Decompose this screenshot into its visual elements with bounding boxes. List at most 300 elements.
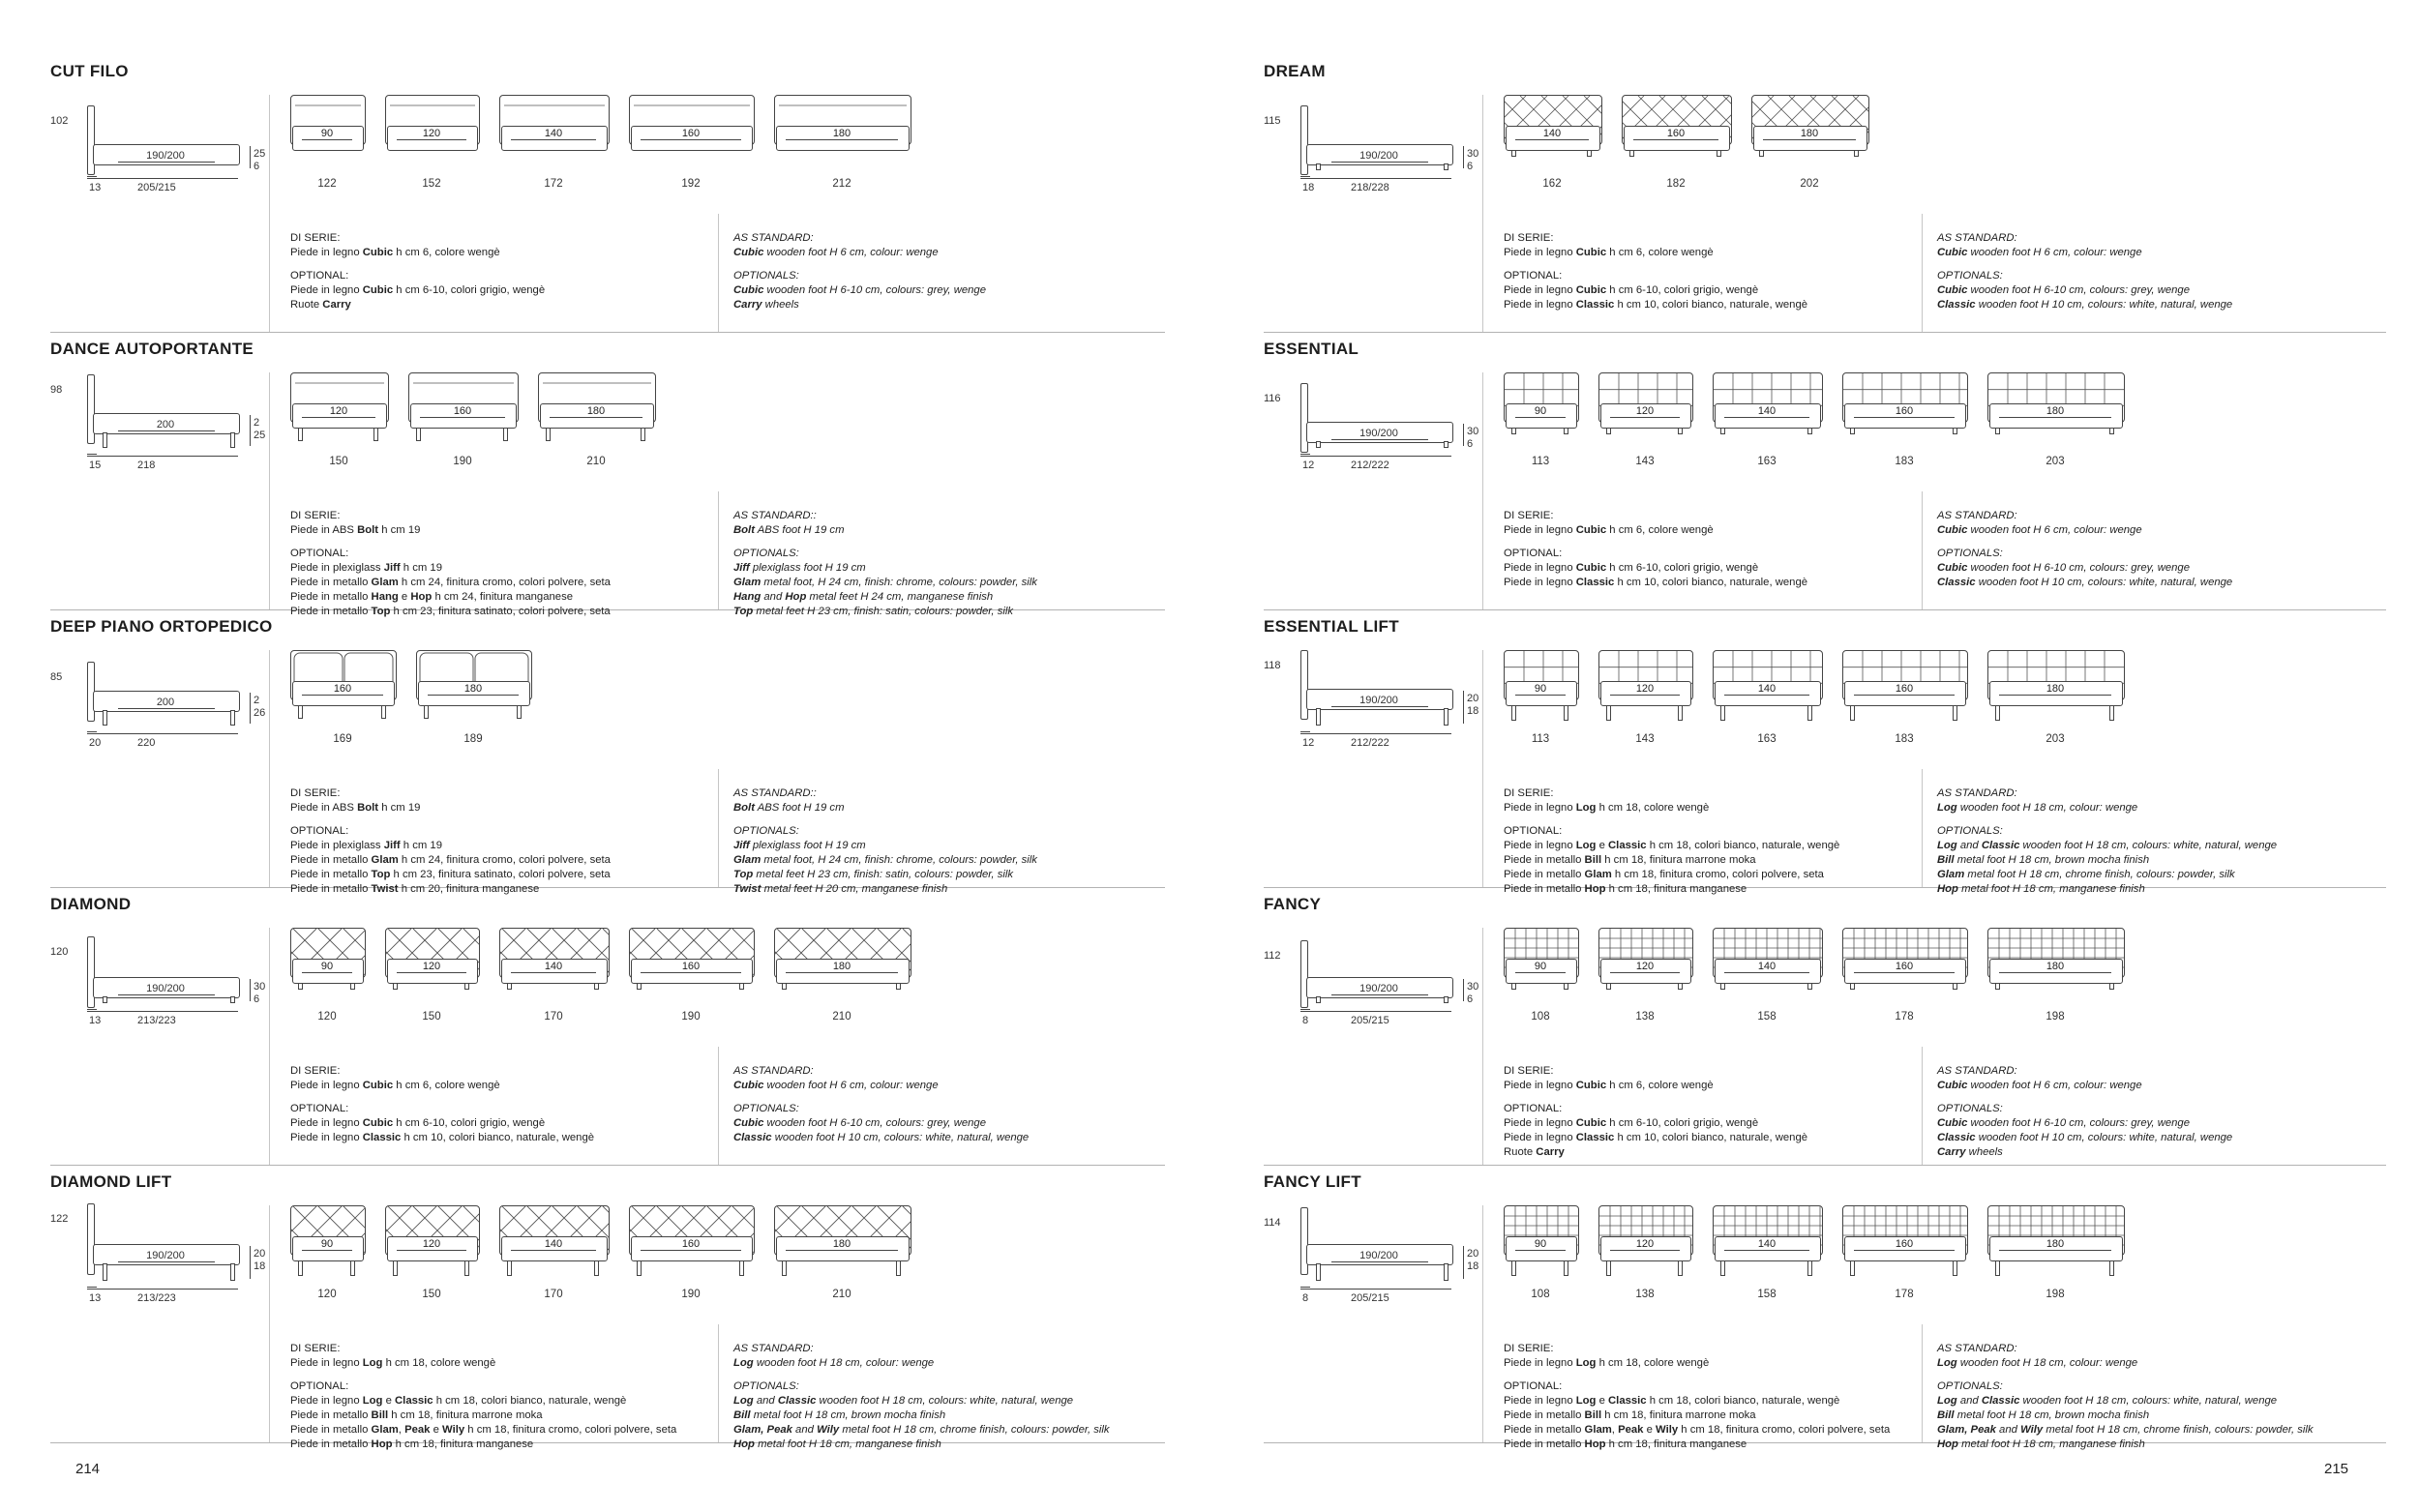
bed-leg-front-shape [1854, 150, 1859, 157]
side-top-label: 30 [1467, 426, 1479, 437]
model-name: Cubic [733, 284, 764, 296]
length-dimension-line [1300, 1011, 1451, 1012]
bed-front-view [774, 1205, 910, 1307]
bed-leg-front-shape [1995, 705, 2000, 721]
model-name: Hop [733, 1438, 755, 1450]
italian-specs [1504, 231, 1929, 312]
column-divider [1482, 95, 1483, 332]
total-width-label: 120 [317, 1011, 337, 1023]
side-top-label: 30 [1467, 148, 1479, 160]
offset-dimension-line [87, 731, 97, 732]
spec-text: h cm 19 [378, 802, 421, 814]
bed-leg-front-shape [1807, 428, 1812, 434]
total-width-label: 190 [681, 1011, 701, 1023]
model-name: Cubic [362, 1080, 394, 1091]
mattress-dimension-line [118, 430, 215, 431]
model-name: Wily [1656, 1424, 1679, 1436]
spec-text: wheels [762, 299, 799, 311]
bed-leg-front-shape [1511, 150, 1516, 157]
spec-heading: OPTIONALS: [733, 270, 799, 282]
spec-text: e [1596, 1395, 1609, 1407]
side-height-tick [250, 146, 251, 168]
spec-text: h cm 18, finitura manganese [1605, 883, 1747, 895]
spec-line [1937, 1356, 2382, 1371]
spacer [1937, 538, 2382, 547]
total-width-label: 138 [1635, 1289, 1655, 1300]
product-section [50, 54, 1165, 333]
length-dimension-line [87, 733, 238, 734]
bed-front-view [629, 95, 753, 196]
italian-specs [1504, 509, 1929, 590]
spec-text: e [382, 1395, 396, 1407]
side-height-tick [250, 1246, 251, 1279]
spec-text: Piede in metallo [290, 1409, 372, 1421]
bed-leg-front-shape [1587, 150, 1592, 157]
model-name: Bolt [357, 524, 379, 536]
total-width-label: 198 [2046, 1011, 2065, 1023]
spec-line [1937, 1131, 2382, 1145]
model-name: Cubic [1575, 524, 1607, 536]
bed-front-view [1842, 372, 1966, 474]
model-name: Jiff [733, 562, 750, 574]
spec-line [290, 576, 716, 590]
bed-front-view [1713, 372, 1821, 474]
spec-text: wooden foot H 10 cm, colours: white, natural, wenge [1975, 1132, 2233, 1143]
spec-text: metal foot H 18 cm, brown mocha finish [1954, 854, 2150, 866]
total-width-label: 143 [1635, 733, 1655, 745]
spec-heading: AS STANDARD: [1937, 510, 2017, 521]
page-number: 214 [75, 1461, 101, 1477]
spec-text: h cm 18, colore wengè [382, 1357, 496, 1369]
total-width-label: 113 [1531, 456, 1550, 467]
length-label: 212/222 [1351, 460, 1389, 471]
total-width-label: 178 [1895, 1289, 1914, 1300]
bed-leg-front-shape [1564, 1260, 1568, 1276]
spec-text: Piede in legno [1504, 284, 1576, 296]
mattress-width-label: 90 [302, 961, 352, 973]
spec-text: h cm 6-10, colori grigio, wengè [393, 1117, 546, 1129]
spec-heading: DI SERIE: [1504, 787, 1554, 799]
spacer [1504, 1093, 1929, 1102]
offset-dimension-line [1300, 731, 1310, 732]
spec-text: wooden foot H 6-10 cm, colours: grey, wenge [763, 1117, 987, 1129]
spec-heading: OPTIONALS: [733, 825, 799, 837]
bed-front-view [1751, 95, 1867, 196]
spec-heading: OPTIONALS: [733, 1103, 799, 1114]
spec-heading: OPTIONAL: [1504, 1380, 1563, 1392]
total-width-label: 150 [329, 456, 348, 467]
model-name: Carry [1937, 1146, 1966, 1158]
bed-leg-front-shape [739, 1260, 744, 1276]
spacer [733, 815, 1179, 824]
mattress-width-label: 120 [1610, 683, 1680, 696]
spec-text: h cm 18, colori bianco, naturale, wengè [1646, 840, 1840, 851]
mattress-width-label: 160 [1633, 128, 1718, 140]
model-name: Jiff [383, 840, 401, 851]
model-name: Hop [371, 1438, 393, 1450]
bed-leg-shape [1316, 1263, 1321, 1281]
bed-front-view [1504, 1205, 1577, 1307]
total-width-label: 192 [681, 178, 701, 190]
spec-line [733, 868, 1179, 882]
spec-text: e [1596, 840, 1609, 851]
spec-line [1937, 523, 2382, 538]
length-dimension-line [1300, 456, 1451, 457]
model-name: Cubic [733, 247, 764, 258]
bed-leg-front-shape [1995, 983, 2000, 990]
model-name: Log [1575, 1357, 1597, 1369]
total-width-label: 170 [544, 1011, 563, 1023]
spec-line [1937, 868, 2382, 882]
spec-text: metal foot H 18 cm, manganese finish [1957, 1438, 2145, 1450]
spec-line [290, 1116, 716, 1131]
spec-text: Piede in legno [1504, 1080, 1576, 1091]
spec-line [290, 1131, 716, 1145]
bed-leg-front-shape [507, 1260, 512, 1276]
product-section [50, 609, 1165, 895]
model-name: Jiff [733, 840, 750, 851]
model-name: Log [1937, 840, 1957, 851]
mattress-width-label: 140 [1724, 683, 1809, 696]
spec-heading: DI SERIE: [1504, 1065, 1554, 1077]
bed-front-view [538, 372, 654, 474]
bed-front-view [408, 372, 517, 474]
spec-text: h cm 18, finitura cromo, colori polvere, seta [1611, 869, 1824, 880]
height-label: 85 [50, 671, 63, 683]
height-label: 114 [1264, 1217, 1281, 1229]
model-name: Glam [1937, 869, 1965, 880]
spacer [1937, 1093, 2382, 1102]
bed-front-view [1598, 928, 1691, 1029]
model-name: Classic [395, 1395, 433, 1407]
mattress-length-label: 200 [156, 697, 175, 708]
bed-leg-front-shape [1606, 428, 1611, 434]
spec-text: h cm 6, colore wengè [1606, 524, 1714, 536]
spec-line [1937, 283, 2382, 298]
product-title: ESSENTIAL LIFT [1264, 617, 1399, 636]
spec-text: wooden foot H 6 cm, colour: wenge [763, 247, 939, 258]
side-height-tick [1463, 424, 1464, 446]
spec-text: Piede in metallo [290, 869, 372, 880]
spec-line [290, 1356, 716, 1371]
mattress-width-label: 180 [550, 405, 642, 418]
mattress-length-label: 190/200 [146, 150, 185, 162]
spec-text: h cm 18, finitura manganese [1605, 1438, 1747, 1450]
bed-leg-front-shape [637, 983, 642, 990]
spec-text: metal foot H 18 cm, chrome finish, colours: powder, silk [2043, 1424, 2314, 1436]
bed-leg-shape [1316, 996, 1321, 1003]
spacer [733, 538, 1179, 547]
bed-leg-front-shape [416, 428, 421, 441]
mattress-width-label: 90 [1515, 1238, 1566, 1251]
mattress-width-label: 140 [1724, 405, 1809, 418]
product-title: DEEP PIANO ORTOPEDICO [50, 617, 273, 636]
total-width-label: 190 [453, 456, 472, 467]
spec-text: h cm 10, colori bianco, naturale, wengè [401, 1132, 595, 1143]
spec-text: ABS foot H 19 cm [754, 524, 845, 536]
spec-text: and [761, 591, 786, 603]
mattress-dimension-line [1331, 439, 1428, 440]
spec-line [290, 853, 716, 868]
model-name: Log [362, 1357, 383, 1369]
spec-text: h cm 10, colori bianco, naturale, wengè [1614, 1132, 1808, 1143]
model-name: Hop [1584, 1438, 1606, 1450]
spec-heading: AS STANDARD:: [733, 787, 817, 799]
total-width-label: 203 [2046, 456, 2065, 467]
spec-text: and [1995, 1424, 2021, 1436]
model-name: Hop [1584, 883, 1606, 895]
mattress-width-label: 160 [1854, 1238, 1955, 1251]
height-label: 98 [50, 384, 63, 396]
bed-leg-front-shape [424, 705, 429, 719]
length-dimension-line [87, 178, 238, 179]
spec-text: Piede in legno [290, 1357, 363, 1369]
spec-line [1504, 576, 1929, 590]
model-name: Bill [1937, 1409, 1955, 1421]
height-label: 102 [50, 115, 69, 127]
spec-line [1504, 839, 1929, 853]
bed-leg-shape [230, 432, 235, 448]
bed-leg-front-shape [1564, 428, 1568, 434]
spec-text: metal feet H 23 cm, finish: satin, colours: powder, silk [753, 606, 1014, 617]
english-specs [1937, 786, 2382, 897]
model-name: Log [1575, 1395, 1597, 1407]
side-view-drawing [50, 371, 268, 487]
spec-line [733, 246, 1179, 260]
bed-leg-front-shape [782, 983, 787, 990]
mattress-width-label: 180 [1763, 128, 1856, 140]
mattress-length-label: 190/200 [1359, 695, 1398, 706]
bed-leg-front-shape [1564, 705, 1568, 721]
mattress-width-label: 90 [302, 128, 352, 140]
product-section [50, 1165, 1165, 1450]
mattress-width-label: 120 [1610, 1238, 1680, 1251]
side-bottom-label: 6 [1467, 993, 1474, 1005]
product-section [50, 332, 1165, 617]
bed-leg-front-shape [1720, 1260, 1725, 1276]
model-name: Classic [1608, 1395, 1647, 1407]
bed-front-view [1713, 650, 1821, 752]
mattress-width-label: 160 [1854, 405, 1955, 418]
spec-text: plexiglass foot H 19 cm [749, 840, 866, 851]
model-name: Bolt [733, 802, 755, 814]
side-view-drawing [1264, 926, 1481, 1042]
spec-text: h cm 24, finitura cromo, colori polvere, seta [398, 854, 611, 866]
model-name: Glam [733, 577, 762, 588]
english-specs [733, 1064, 1179, 1145]
spec-line [733, 561, 1179, 576]
offset-dimension-line [87, 454, 97, 455]
spec-text: h cm 18, colori bianco, naturale, wengè [1646, 1395, 1840, 1407]
spec-line [290, 1438, 716, 1452]
model-name: Glam, Peak [733, 1424, 792, 1436]
spec-text: Piede in ABS [290, 524, 358, 536]
product-title: CUT FILO [50, 62, 129, 80]
spec-line [1504, 1438, 1929, 1452]
model-name: Hop [1937, 1438, 1958, 1450]
spec-text: h cm 6, colore wengè [393, 1080, 500, 1091]
model-name: Classic [1937, 577, 1976, 588]
spec-text: metal foot H 18 cm, chrome finish, colours: powder, silk [1964, 869, 2235, 880]
height-label: 120 [50, 946, 69, 958]
spec-text: h cm 18, finitura cromo, colori polvere, seta [464, 1424, 677, 1436]
model-name: Cubic [362, 247, 394, 258]
spec-heading: OPTIONAL: [290, 825, 349, 837]
bed-leg-shape [1316, 441, 1321, 448]
bed-leg-front-shape [1606, 983, 1611, 990]
bed-leg-front-shape [1953, 705, 1957, 721]
model-name: Glam, Peak [1937, 1424, 1996, 1436]
mattress-dimension-line [1331, 162, 1428, 163]
model-name: Log [1937, 1395, 1957, 1407]
model-name: Hang [733, 591, 762, 603]
language-divider [718, 769, 719, 887]
side-top-label: 20 [254, 1248, 266, 1260]
bed-front-view [290, 372, 387, 474]
bed-leg-front-shape [546, 428, 551, 441]
bed-leg-shape [1444, 708, 1448, 726]
mattress-width-label: 140 [511, 1238, 596, 1251]
model-name: Top [371, 869, 391, 880]
bed-leg-front-shape [1850, 705, 1855, 721]
spec-text: h cm 6-10, colori grigio, wengè [1606, 284, 1759, 296]
spec-text: h cm 20, finitura manganese [398, 883, 540, 895]
product-section [1264, 54, 2386, 333]
spec-line [1937, 1394, 2382, 1408]
model-name: Classic [1981, 840, 2020, 851]
spec-heading: OPTIONAL: [1504, 1103, 1563, 1114]
side-bottom-label: 6 [254, 161, 260, 172]
bed-leg-front-shape [1807, 1260, 1812, 1276]
model-name: Wily [817, 1424, 840, 1436]
spec-line [733, 1356, 1179, 1371]
column-divider [269, 928, 270, 1165]
length-dimension-line [87, 1011, 238, 1012]
total-width-label: 189 [463, 733, 483, 745]
mattress-length-label: 200 [156, 419, 175, 430]
side-height-tick [250, 415, 251, 446]
spec-line [733, 1423, 1179, 1438]
spec-line [1504, 1408, 1929, 1423]
bed-leg-shape [1316, 163, 1321, 170]
bed-leg-front-shape [1511, 705, 1516, 721]
mattress-width-label: 140 [511, 961, 596, 973]
mattress-width-label: 180 [786, 1238, 898, 1251]
length-label: 218 [137, 460, 156, 471]
spacer [1504, 538, 1929, 547]
bed-leg-front-shape [503, 428, 508, 441]
spec-line [733, 853, 1179, 868]
spec-heading: DI SERIE: [1504, 510, 1554, 521]
bed-leg-front-shape [1564, 983, 1568, 990]
spec-heading: DI SERIE: [290, 1343, 341, 1354]
spec-text: Piede in metallo [290, 854, 372, 866]
offset-dimension-line [87, 176, 97, 177]
bed-front-view [499, 928, 608, 1029]
spec-text: Piede in legno [1504, 562, 1576, 574]
spec-text: wooden foot H 18 cm, colour: wenge [1956, 802, 2138, 814]
bed-front-view [1842, 928, 1966, 1029]
mattress-dimension-line [1331, 1261, 1428, 1262]
spec-line [290, 868, 716, 882]
offset-label: 8 [1302, 1292, 1309, 1304]
bed-front-view [1504, 650, 1577, 752]
bed-leg-front-shape [1606, 705, 1611, 721]
bed-leg-front-shape [896, 983, 901, 990]
side-top-label: 30 [254, 981, 266, 993]
spec-line [733, 298, 1179, 312]
bed-leg-front-shape [1606, 1260, 1611, 1276]
language-divider [718, 1047, 719, 1165]
mattress-width-label: 180 [786, 128, 898, 140]
spec-text: h cm 19 [378, 524, 421, 536]
bed-front-view [1842, 1205, 1966, 1307]
model-name: Glam [371, 577, 399, 588]
length-label: 213/223 [137, 1015, 176, 1026]
spec-text: , [398, 1424, 405, 1436]
offset-label: 20 [89, 737, 102, 749]
bed-leg-front-shape [464, 1260, 469, 1276]
model-name: Classic [1575, 1132, 1615, 1143]
spec-text: Piede in metallo [290, 606, 372, 617]
side-height-tick [1463, 1246, 1464, 1279]
spec-text: Piede in legno [1504, 299, 1576, 311]
bed-leg-front-shape [298, 705, 303, 719]
product-section [50, 887, 1165, 1166]
model-name: Hop [410, 591, 433, 603]
model-name: Classic [1937, 299, 1976, 311]
spec-heading: AS STANDARD: [1937, 787, 2017, 799]
bed-leg-shape [103, 710, 107, 726]
mattress-dimension-line [118, 708, 215, 709]
model-name: Bill [1584, 854, 1602, 866]
spec-text: metal feet H 23 cm, finish: satin, colours: powder, silk [753, 869, 1014, 880]
length-dimension-line [1300, 733, 1451, 734]
bed-leg-shape [230, 1263, 235, 1281]
total-width-label: 158 [1757, 1011, 1777, 1023]
spec-text: metal feet H 20 cm, manganese finish [761, 883, 948, 895]
bed-leg-front-shape [1511, 1260, 1516, 1276]
model-name: Classic [733, 1132, 772, 1143]
model-name: Cubic [1937, 247, 1968, 258]
spec-line [290, 561, 716, 576]
spec-line [1937, 1423, 2382, 1438]
spec-text: Piede in metallo [1504, 869, 1585, 880]
bed-front-view [1504, 372, 1577, 474]
model-name: Top [733, 606, 754, 617]
spec-heading: AS STANDARD: [733, 1343, 814, 1354]
spec-line [1937, 1079, 2382, 1093]
spec-text: Piede in legno [1504, 840, 1576, 851]
spec-text: h cm 10, colori bianco, naturale, wengè [1614, 299, 1808, 311]
bed-leg-front-shape [2109, 1260, 2114, 1276]
spacer [290, 538, 716, 547]
spec-text: wooden foot H 6 cm, colour: wenge [1967, 1080, 2142, 1091]
length-dimension-line [1300, 178, 1451, 179]
spec-text: h cm 18, colore wengè [1596, 1357, 1710, 1369]
spec-text: h cm 18, finitura marrone moka [1601, 854, 1756, 866]
spec-text: wooden foot H 6-10 cm, colours: grey, wenge [1967, 562, 2191, 574]
spec-line [1504, 1079, 1929, 1093]
mattress-width-label: 120 [1610, 961, 1680, 973]
bed-leg-shape [230, 996, 235, 1003]
bed-leg-shape [1444, 441, 1448, 448]
length-dimension-line [87, 456, 238, 457]
total-width-label: 163 [1757, 456, 1777, 467]
spec-line [1937, 801, 2382, 815]
bed-front-view [1598, 650, 1691, 752]
spec-line [290, 283, 716, 298]
